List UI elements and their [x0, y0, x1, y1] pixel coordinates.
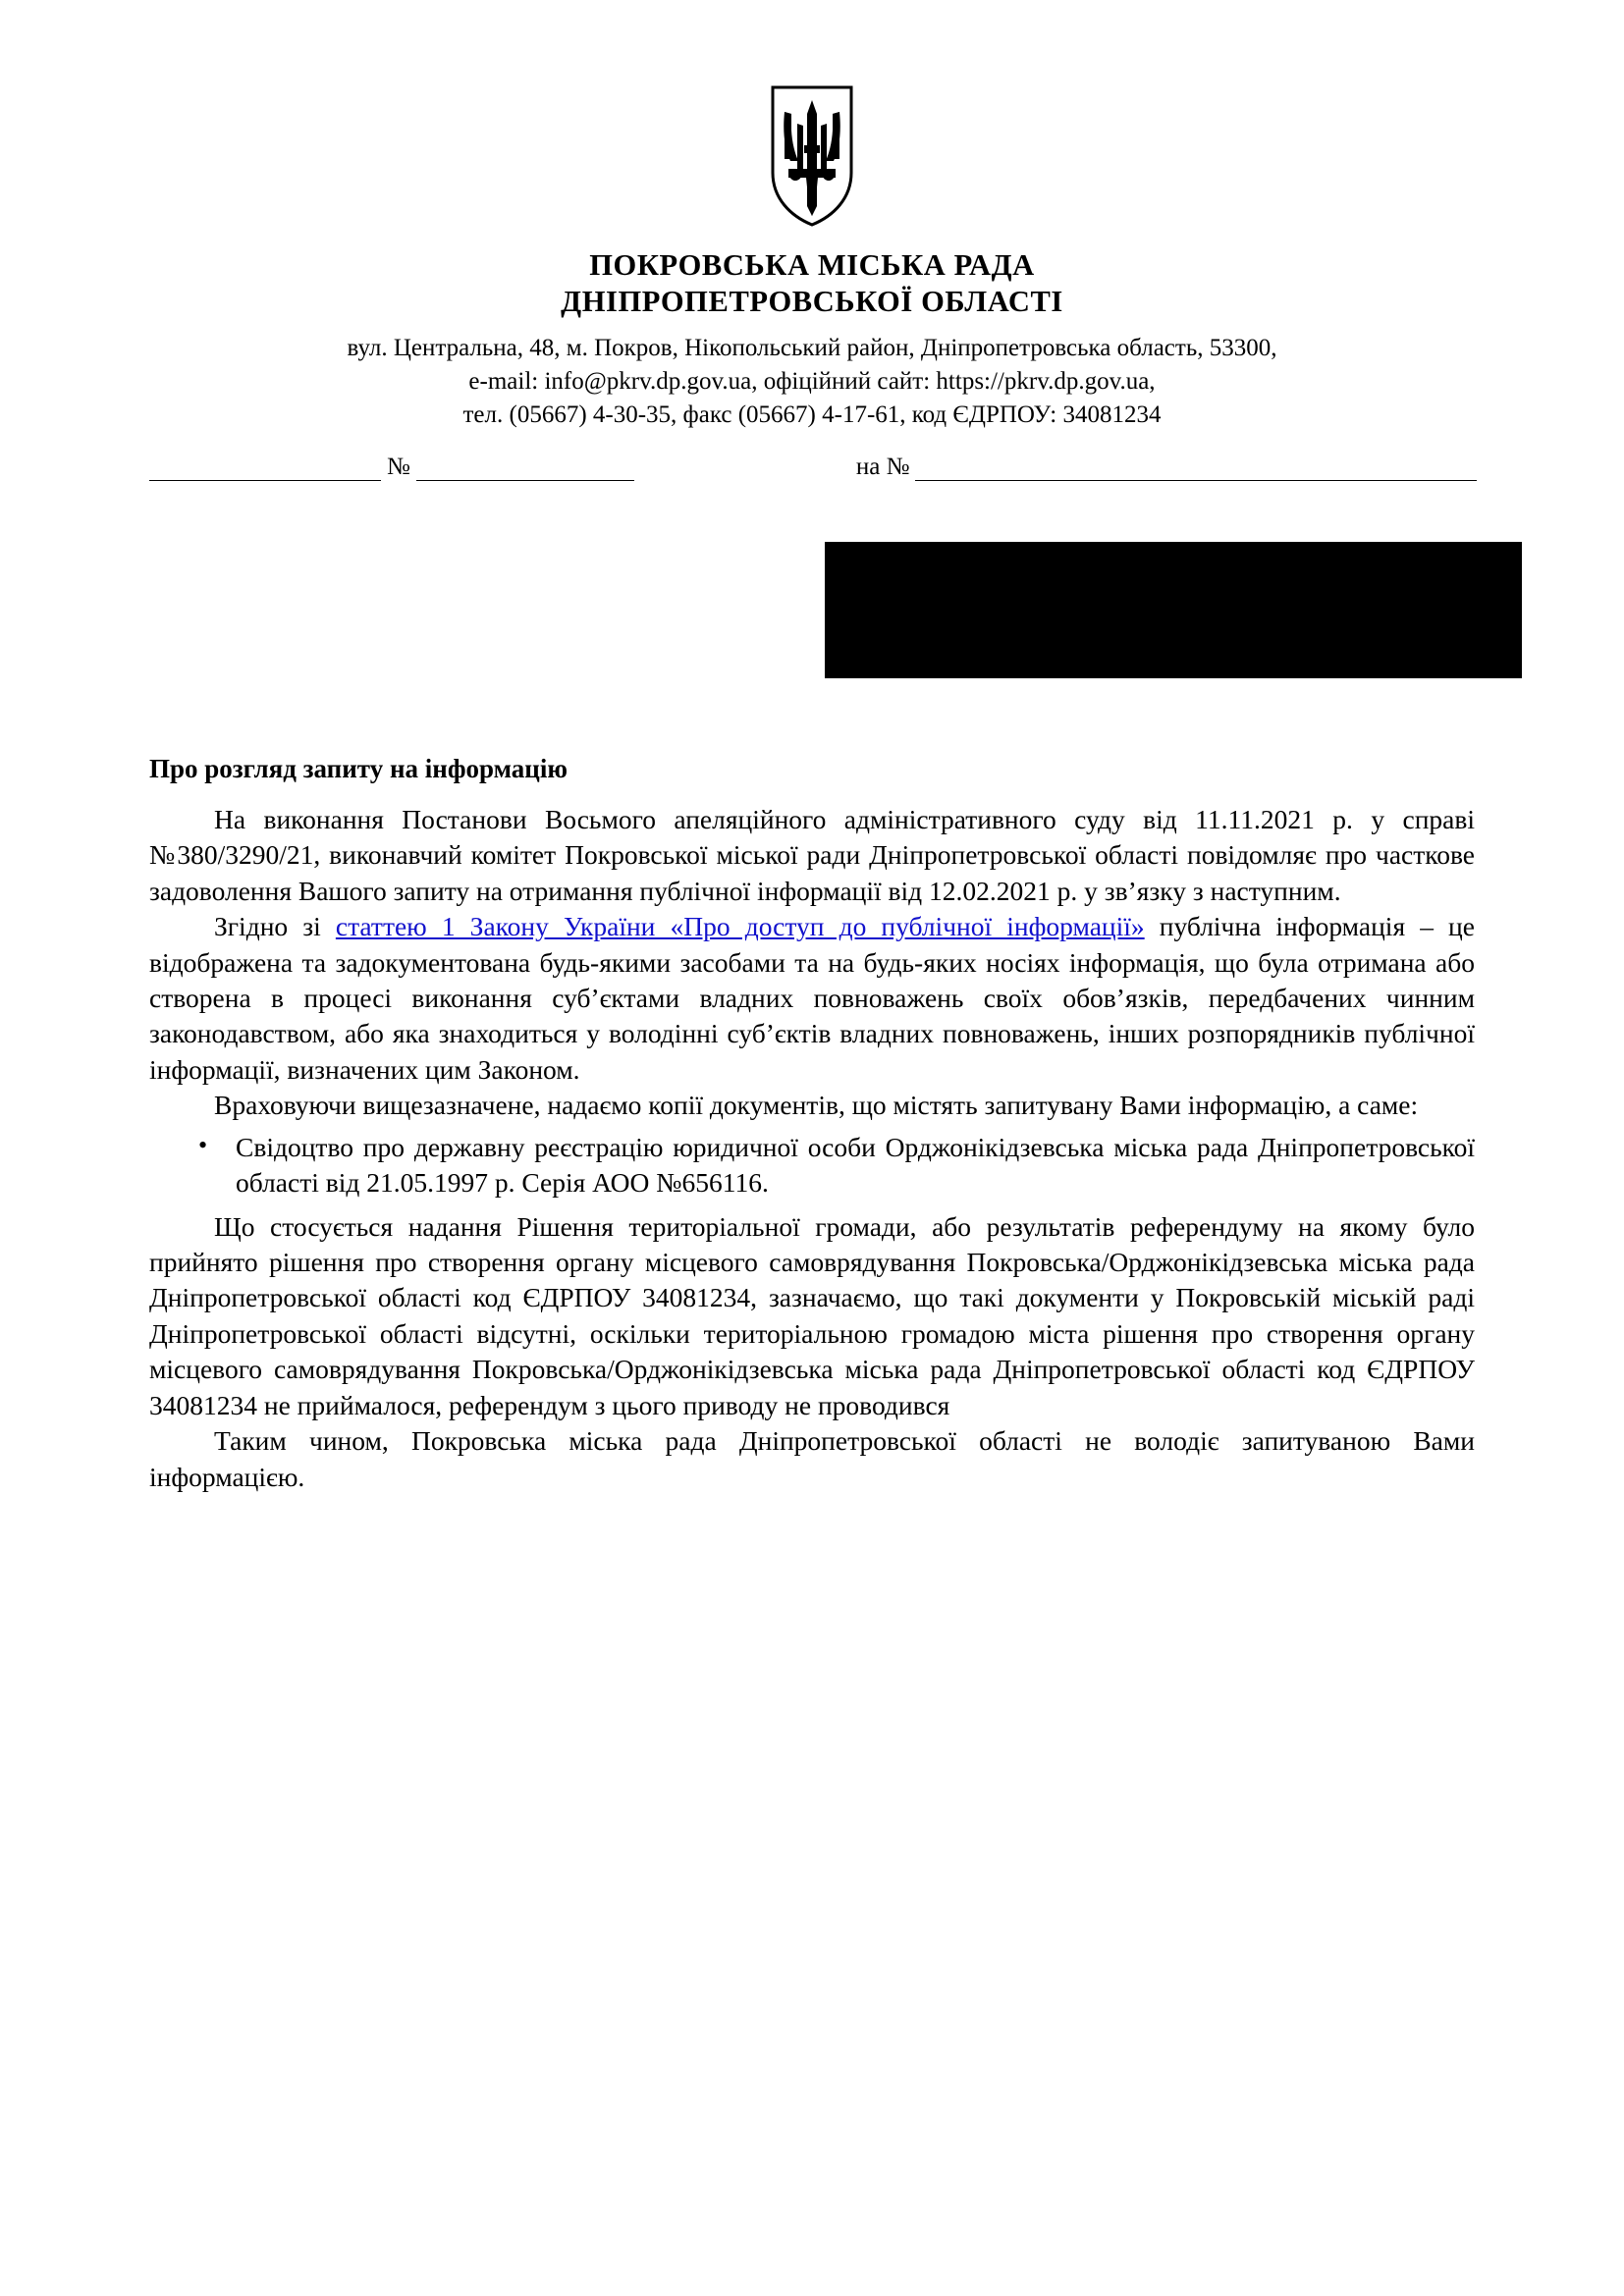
subject-line: Про розгляд запиту на інформацію [149, 754, 568, 784]
reference-line [0, 448, 1624, 481]
coat-of-arms-container [0, 84, 1624, 234]
list-item: • Свідоцтво про державну реєстрацію юридичної особи Орджонікідзевська міська рада Дніпропетровської області від 21.05.1997 р. Серія АОО №656116. [192, 1130, 1475, 1201]
redacted-addressee-block [825, 542, 1522, 678]
paragraph-2 [149, 909, 1475, 1088]
outgoing-date-blank[interactable] [149, 454, 381, 481]
address-line: вул. Центральна, 48, м. Покров, Нікопольський район, Дніпропетровська область, 53300, [347, 335, 1277, 362]
spacer [224, 1201, 1475, 1209]
paragraph-1: На виконання Постанови Восьмого апеляційного адміністративного суду від 11.11.2021 р. у справі №380/3290/21, виконавчий комітет Покровської міської ради Дніпропетровської області повідомляє про часткове задоволення Вашого запиту на отримання публічної інформації від 12.02.2021 р. у зв’язку з наступним. [149, 803, 1475, 906]
spacer [224, 785, 1475, 802]
letterhead [0, 0, 1624, 432]
organization-title-line2: ДНІПРОПЕТРОВСЬКОЇ ОБЛАСТІ [561, 285, 1063, 319]
ukrainian-trident-coat-of-arms-icon [769, 84, 855, 228]
paragraph-3: Враховуючи вищезазначене, надаємо копії документів, що містять запитувану Вами інформацію, а саме: [214, 1090, 1419, 1121]
organization-title-line1: ПОКРОВСЬКА МІСЬКА РАДА [589, 248, 1035, 282]
organization-title [0, 247, 1624, 320]
incoming-number-blank[interactable] [915, 454, 1477, 481]
law-article-link[interactable]: статтею 1 Закону України «Про доступ до публічної інформації» [335, 911, 1145, 942]
paragraph-2-prefix: Згідно зі [214, 911, 336, 942]
paragraph-5: Таким чином, Покровська міська рада Дніпропетровської області не володіє запитуваною Вами інформацією. [149, 1425, 1475, 1492]
provided-documents-list [149, 1130, 1475, 1201]
phone-fax-edrpou-line: тел. (05667) 4-30-35, факс (05667) 4-17-61, код ЄДРПОУ: 34081234 [462, 401, 1162, 429]
outgoing-number-blank[interactable] [416, 454, 634, 481]
letter-body [0, 753, 1624, 1495]
contact-block [0, 332, 1624, 432]
addressee-area [0, 542, 1624, 678]
incoming-number-label: на № [855, 454, 910, 481]
outgoing-number-label: № [387, 454, 410, 481]
paragraph-2-suffix: публічна інформація – це відображена та задокументована будь-якими засобами та на будь-яких носіях інформація, що була отримана або створена в процесі виконання суб’єктами владних повноважень своїх обов’язків, передбачених чинним законодавством, або яка знаходиться у володінні суб’єктів владних повноважень, інших розпорядників публічної інформації, визначених цим Законом. [149, 911, 1475, 1085]
paragraph-4: Що стосується надання Рішення територіальної громади, або результатів референдуму на якому було прийнято рішення про створення органу місцевого самоврядування Покровська/Орджонікідзевська міська рада Дніпропетровської області код ЄДРПОУ 34081234, зазначаємо, що такі документи у Покровській міській раді Дніпропетровської області відсутні, оскільки територіальною громадою міста рішення про створення органу місцевого самоврядування Покровська/Орджонікідзевська міська рада Дніпропетровської області код ЄДРПОУ 34081234 не приймалося, референдум з цього приводу не проводився [149, 1210, 1475, 1420]
email-website-line: e-mail: info@pkrv.dp.gov.ua, офіційний сайт: https://pkrv.dp.gov.ua, [468, 368, 1156, 396]
